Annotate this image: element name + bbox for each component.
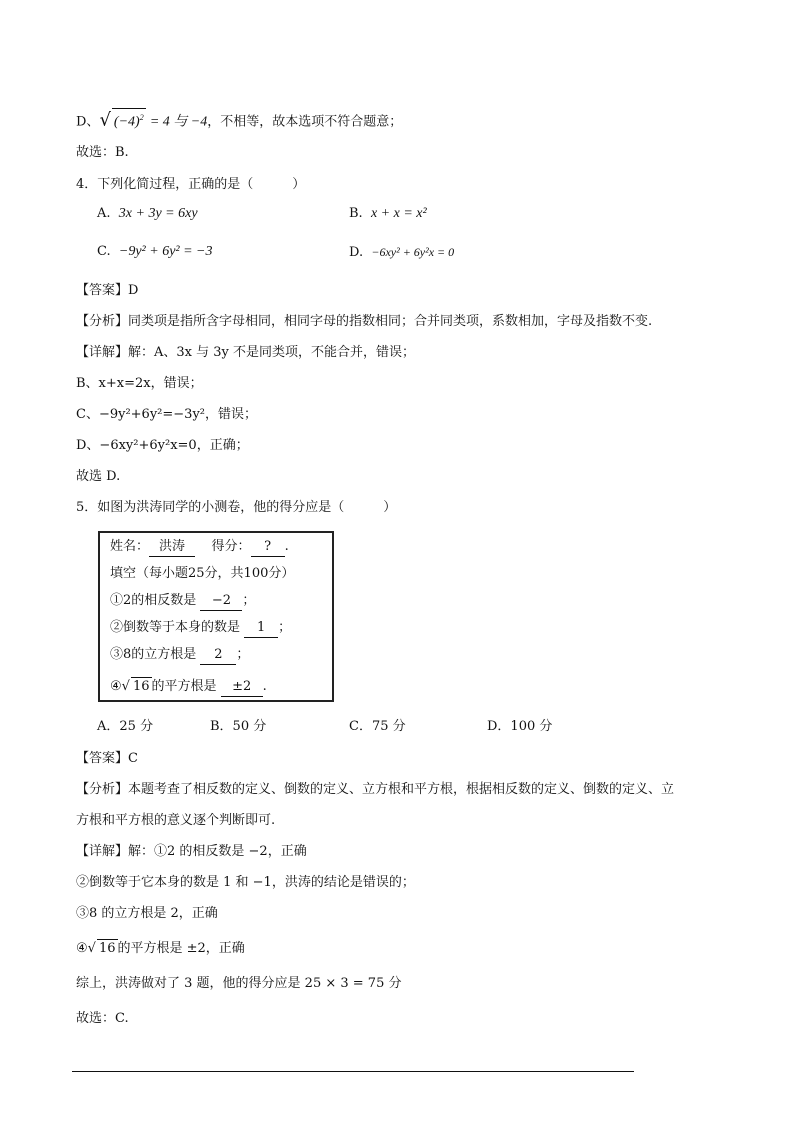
q5-option-c: C．75 分 (349, 719, 406, 734)
q4-option-c (97, 243, 213, 261)
radicand-exponent: 2 (139, 113, 144, 122)
quiz-item-3-end: ； (236, 647, 250, 662)
quiz-item-2-end: ； (278, 620, 292, 635)
quiz-heading: 填空（每小题25分，共100分） (110, 566, 295, 581)
q5-summary: 综上，洪涛做对了 3 题，他的得分应是 25 × 3 = 75 分 (76, 976, 402, 991)
q4-option-a-expr: 3x + 3y = 6xy (118, 206, 198, 221)
q5-detail-4-tail: 的平方根是 ±2，正确 (117, 941, 245, 956)
q4-answer: 【答案】D (76, 283, 139, 298)
q5-option-b: B．50 分 (210, 719, 267, 734)
quiz-item-3-value: 2 (200, 646, 236, 665)
quiz-item-2-text: ②倒数等于本身的数是 (110, 620, 241, 635)
option-d-math-tail: = 4 与 −4 (149, 114, 208, 130)
q4-option-d-expr: −6xy² + 6y²x = 0 (371, 245, 455, 259)
q5-option-a: A．25 分 (97, 719, 154, 734)
sqrt-symbol: √ (121, 679, 130, 694)
quiz-item-4-prefix: ④ (110, 679, 122, 694)
q4-detail-c: C、−9y²+6y²=−3y²，错误； (76, 407, 257, 422)
quiz-item-4 (110, 677, 267, 697)
quiz-item-4-radicand: 16 (132, 679, 150, 694)
sqrt-radicand (112, 108, 146, 132)
q4-choose: 故选 D. (76, 469, 121, 484)
q4-option-a (97, 205, 198, 223)
quiz-paper-figure (98, 531, 334, 702)
score-end: . (284, 539, 289, 554)
quiz-item-3 (110, 646, 249, 665)
option-d-prefix: D、 (76, 114, 100, 130)
quiz-item-1-text: ①2的相反数是 (110, 593, 197, 608)
q5-choose: 故选：C. (76, 1011, 129, 1026)
radicand-text: (−4) (113, 114, 140, 130)
score-label: 得分： (211, 539, 251, 554)
q5-analysis-line-2: 方根和平方根的意义逐个判断即可. (76, 813, 276, 828)
q4-option-b-label: B. (349, 206, 363, 221)
sqrt-symbol: √ (87, 941, 96, 956)
q4-detail-a: 【详解】解：A、3x 与 3y 不是同类项，不能合并，错误； (76, 345, 416, 360)
q5-detail-1: 【详解】解：①2 的相反数是 −2，正确 (76, 844, 307, 859)
quiz-item-4-text: 的平方根是 (151, 679, 217, 694)
quiz-item-4-end: . (262, 679, 267, 694)
quiz-item-2 (110, 619, 291, 638)
quiz-item-1-end: ； (242, 593, 256, 608)
sqrt-symbol: √ (99, 109, 111, 131)
q5-answer: 【答案】C (76, 751, 138, 766)
q4-option-b (349, 205, 427, 223)
option-d-conclusion-line (76, 108, 402, 132)
q5-detail-3: ③8 的立方根是 2，正确 (76, 906, 218, 921)
q4-option-d (349, 243, 454, 262)
quiz-item-1-value: −2 (200, 592, 242, 611)
q5-analysis-line-1: 【分析】本题考查了相反数的定义、倒数的定义、立方根和平方根，根据相反数的定义、倒数的定义、立 (76, 782, 675, 797)
q5-detail-4 (76, 939, 245, 958)
choose-b: 故选：B. (76, 145, 129, 160)
q5-option-d: D．100 分 (487, 719, 553, 734)
q4-detail-b: B、x+x=2x，错误； (76, 376, 203, 391)
quiz-item-3-text: ③8的立方根是 (110, 647, 197, 662)
q4-option-b-expr: x + x = x² (370, 206, 427, 221)
q5-detail-4-prefix: ④ (76, 941, 88, 956)
quiz-item-4-value: ±2 (221, 678, 263, 697)
q4-detail-d: D、−6xy²+6y²x=0，正确； (76, 438, 249, 453)
q4-option-d-label: D. (349, 245, 364, 260)
question-5: 5．如图为洪涛同学的小测卷，他的得分应是（ ） (76, 500, 397, 515)
option-d-text: ，不相等，故本选项不符合题意； (207, 114, 403, 130)
question-4: 4．下列化简过程，正确的是（ ） (76, 177, 306, 192)
q4-analysis: 【分析】同类项是指所含字母相同，相同字母的指数相同；合并同类项，系数相加，字母及指数不变. (76, 314, 653, 329)
footer-divider (72, 1071, 634, 1072)
q4-option-c-expr: −9y² + 6y² = −3 (118, 244, 213, 259)
quiz-item-1 (110, 592, 255, 611)
score-value: ? (251, 538, 285, 557)
q4-option-a-label: A. (97, 206, 111, 221)
q4-option-c-label: C. (97, 244, 111, 259)
name-label: 姓名： (110, 539, 150, 554)
q5-detail-4-radicand: 16 (98, 941, 116, 956)
quiz-item-2-value: 1 (244, 619, 278, 638)
q5-detail-2: ②倒数等于它本身的数是 1 和 −1，洪涛的结论是错误的； (76, 875, 415, 890)
name-value: 洪涛 (149, 538, 195, 557)
quiz-header-row (110, 538, 289, 557)
